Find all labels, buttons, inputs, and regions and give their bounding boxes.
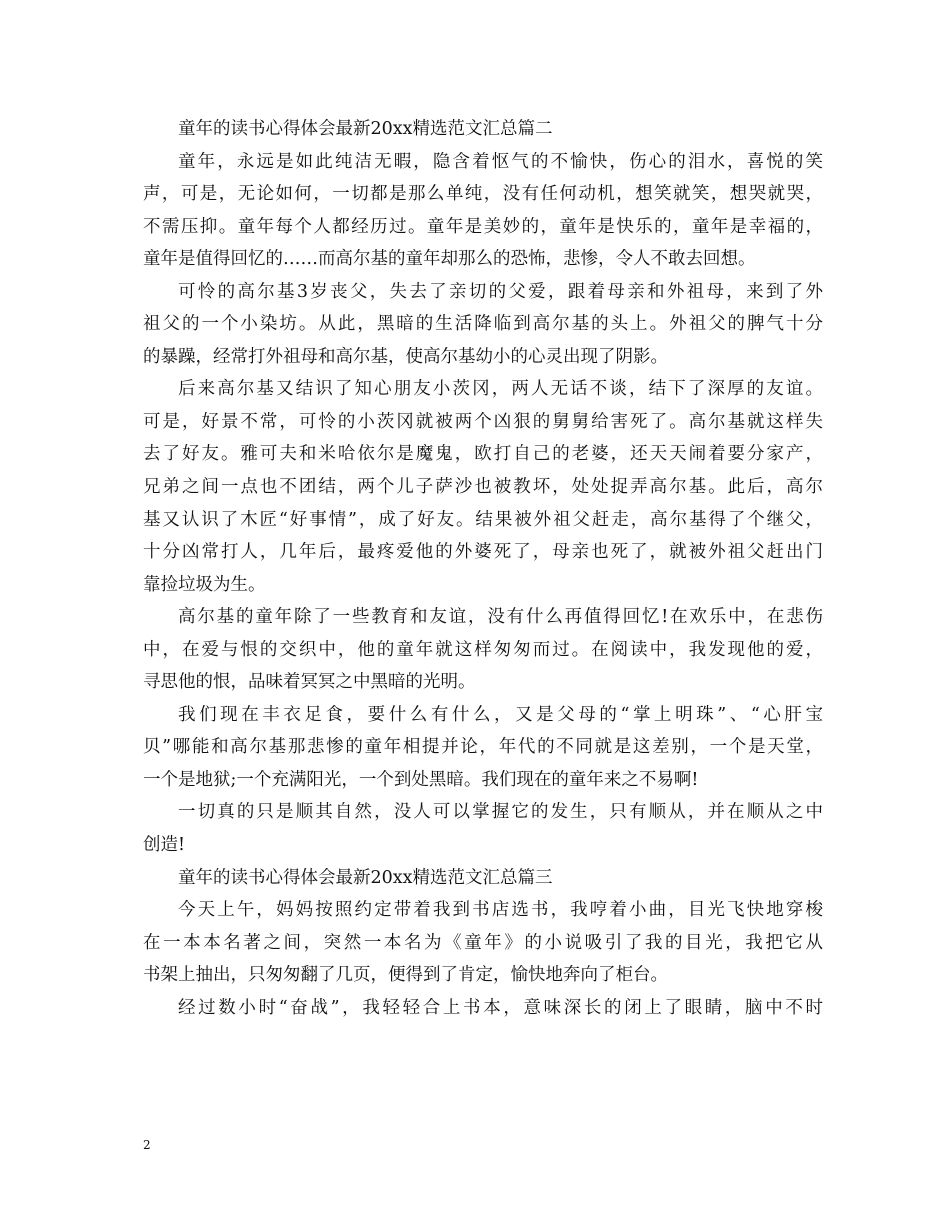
paragraph-line: 可是，好景不常，可怜的小茨冈就被两个凶狠的舅舅给害死了。高尔基就这样失 — [143, 411, 823, 432]
paragraph-line: 童年，永远是如此纯洁无暇，隐含着怄气的不愉快，伤心的泪水，喜悦的笑 — [178, 151, 823, 172]
paragraph-line: 去了好友。雅可夫和米哈依尔是魔鬼，欧打自己的老婆，还天天闹着要分家产， — [143, 444, 823, 465]
paragraph-line: 祖父的一个小染坊。从此，黑暗的生活降临到高尔基的头上。外祖父的脾气十分 — [143, 314, 823, 335]
paragraph-line: 一个是地狱;一个充满阳光，一个到处黑暗。我们现在的童年来之不易啊! — [143, 769, 699, 790]
paragraph-line: 今天上午，妈妈按照约定带着我到书店选书，我哼着小曲，目光飞快地穿梭 — [178, 900, 823, 921]
paragraph-line: 十分凶常打人，几年后，最疼爱他的外婆死了，母亲也死了，就被外祖父赶出门 — [143, 542, 823, 563]
paragraph-line: 中，在爱与恨的交织中，他的童年就这样匆匆而过。在阅读中，我发现他的爱， — [143, 639, 823, 660]
paragraph-line: 一切真的只是顺其自然，没人可以掌握它的发生，只有顺从，并在顺从之中 — [178, 802, 823, 823]
paragraph-line: 不需压抑。童年每个人都经历过。童年是美妙的，童年是快乐的，童年是幸福的， — [143, 216, 823, 237]
paragraph-line: 声，可是，无论如何，一切都是那么单纯，没有任何动机，想笑就笑，想哭就哭， — [143, 184, 823, 205]
paragraph-line: 贝”哪能和高尔基那悲惨的童年相提并论，年代的不同就是这差别，一个是天堂， — [143, 737, 823, 758]
paragraph-line: 的暴躁，经常打外祖母和高尔基，使高尔基幼小的心灵出现了阴影。 — [143, 346, 668, 367]
paragraph-line: 基又认识了木匠“好事情”，成了好友。结果被外祖父赶走，高尔基得了个继父， — [143, 509, 823, 530]
paragraph-line: 童年是值得回忆的……而高尔基的童年却那么的恐怖，悲惨，令人不敢去回想。 — [143, 249, 756, 270]
paragraph-line: 高尔基的童年除了一些教育和友谊，没有什么再值得回忆!在欢乐中，在悲伤 — [178, 607, 823, 628]
paragraph-line: 我们现在丰衣足食，要什么有什么，又是父母的“掌上明珠”、“心肝宝 — [178, 704, 823, 725]
document-body — [143, 113, 823, 1024]
paragraph-line: 寻思他的恨，品味着冥冥之中黑暗的光明。 — [143, 672, 476, 693]
section-heading: 童年的读书心得体会最新20xx精选范文汇总篇二 — [178, 119, 553, 139]
paragraph-line: 经过数小时“奋战”，我轻轻合上书本，意味深长的闭上了眼睛，脑中不时 — [178, 997, 823, 1018]
paragraph-line: 可怜的高尔基3岁丧父，失去了亲切的父爱，跟着母亲和外祖母，来到了外 — [178, 281, 823, 302]
paragraph-line: 靠捡垃圾为生。 — [143, 574, 266, 595]
paragraph-line: 在一本本名著之间，突然一本名为《童年》的小说吸引了我的目光，我把它从 — [143, 932, 823, 953]
paragraph-line: 兄弟之间一点也不团结，两个儿子萨沙也被教坏，处处捉弄高尔基。此后，高尔 — [143, 477, 823, 498]
section-heading: 童年的读书心得体会最新20xx精选范文汇总篇三 — [178, 867, 553, 888]
paragraph-line: 书架上抽出，只匆匆翻了几页，便得到了肯定，愉快地奔向了柜台。 — [143, 965, 668, 986]
paragraph-line: 创造! — [143, 835, 186, 856]
page-number: 2 — [143, 1138, 151, 1152]
paragraph-line: 后来高尔基又结识了知心朋友小茨冈，两人无话不谈，结下了深厚的友谊。 — [178, 379, 823, 400]
